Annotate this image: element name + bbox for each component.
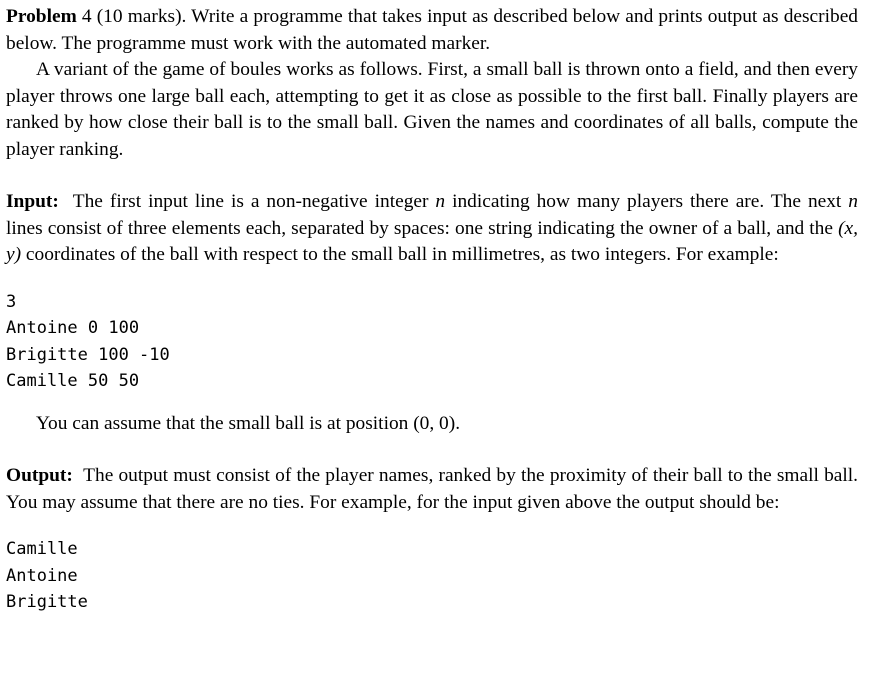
spacer <box>6 163 858 189</box>
input-example-line: Camille 50 50 <box>6 371 140 391</box>
input-example-line: 3 <box>6 291 17 312</box>
spacer <box>6 395 858 411</box>
input-var-n-2: n <box>848 191 858 212</box>
input-text-3: lines consist of three elements each, separated by spaces: one string indicating the owner of a ball, and the <box>6 217 839 239</box>
problem-document <box>6 4 858 616</box>
output-section <box>6 463 858 516</box>
problem-heading: Problem <box>6 6 77 27</box>
input-text-1: The first input line is a non-negative integer <box>72 191 436 212</box>
output-text: The output must consist of the player names, ranked by the proximity of their ball to the small ball. You may assume that there are no ties. For example, for the input given above the output should be: <box>6 465 858 513</box>
input-label: Input: <box>6 191 59 212</box>
input-text-4: coordinates of the ball with respect to the small ball in millimetres, as two integers. For example: <box>21 244 779 265</box>
input-coord-expr: (x, y) <box>6 217 858 265</box>
input-example-line: Brigitte 100 -10 <box>6 344 170 365</box>
output-label: Output: <box>6 465 73 486</box>
assumption-text <box>6 411 858 438</box>
problem-description: A variant of the game of boules works as follows. First, a small ball is thrown onto a field, and then every player throws one large ball each, attempting to get it as close as possible to the first ball. Finally players are ranked by how close their ball is to the small ball. Given the names and coordinates of all balls, compute the player ranking. <box>6 59 858 160</box>
spacer <box>6 516 858 536</box>
input-var-n: n <box>435 191 446 212</box>
output-example-line: Brigitte <box>6 592 88 612</box>
spacer <box>6 437 858 463</box>
problem-intro-text: Write a programme that takes input as described below and prints output as described below. The programme must work with the automated marker. <box>6 6 858 54</box>
assume-sentence: You can assume that the small ball is at position <box>36 412 414 434</box>
input-text-2: indicating how many players there are. The next <box>445 191 849 212</box>
output-example-line: Antoine <box>6 565 78 586</box>
assume-end: . <box>455 412 461 434</box>
input-section <box>6 189 858 269</box>
problem-number: 4 <box>81 6 92 27</box>
output-example-block <box>6 536 858 616</box>
input-example-block <box>6 289 858 395</box>
spacer <box>6 269 858 289</box>
problem-intro <box>6 4 858 57</box>
output-example-line: Camille <box>6 539 78 559</box>
problem-marks: (10 marks). <box>96 6 187 27</box>
assume-position: (0, 0) <box>413 412 456 434</box>
input-example-line: Antoine 0 100 <box>6 318 140 338</box>
